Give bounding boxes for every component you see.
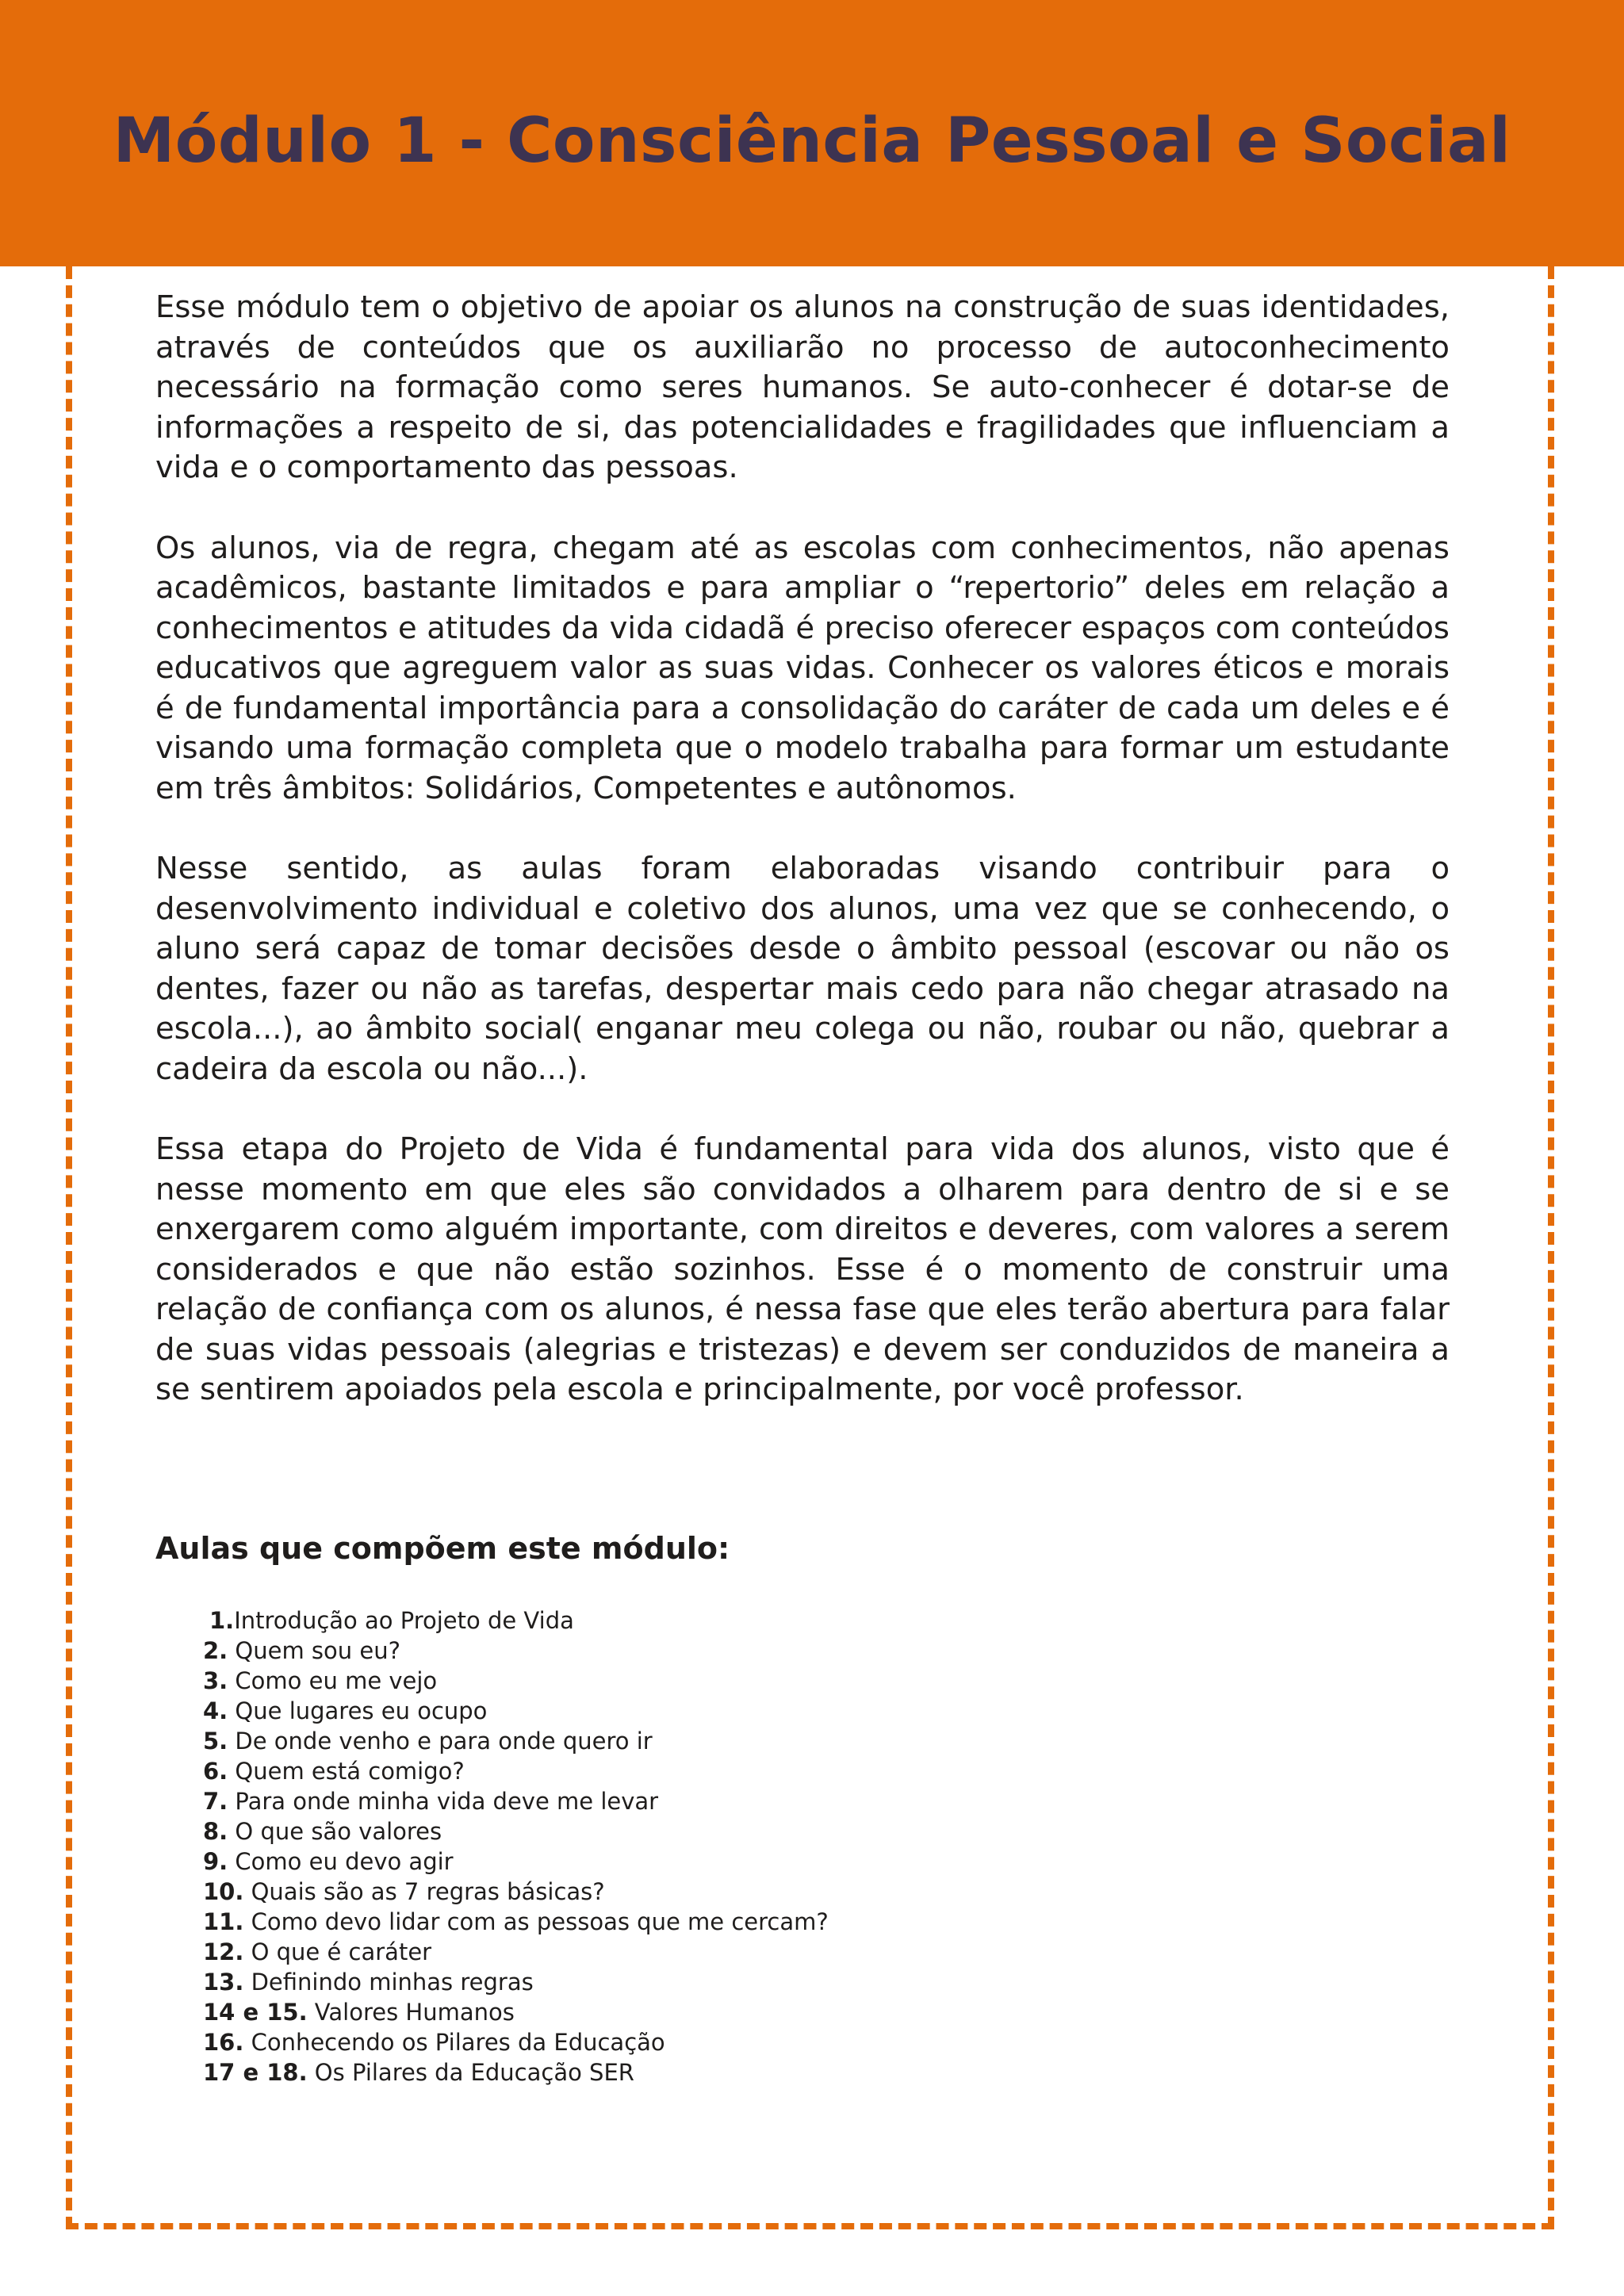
lesson-title: Introdução ao Projeto de Vida	[234, 1607, 574, 1634]
lesson-title: Como devo lidar com as pessoas que me cercam?	[243, 1908, 829, 1935]
lesson-number: 4.	[203, 1697, 228, 1724]
lesson-number: 13.	[203, 1969, 244, 1996]
list-item	[203, 1636, 829, 1666]
list-item	[203, 1877, 829, 1907]
page-title: Módulo 1 - Consciência Pessoal e Social	[113, 105, 1511, 177]
lesson-number: 17 e 18.	[203, 2059, 308, 2086]
lesson-title: Que lugares eu ocupo	[228, 1697, 488, 1724]
lesson-number: 2.	[203, 1637, 228, 1664]
lesson-number: 16.	[203, 2029, 244, 2056]
lesson-number: 14 e 15.	[203, 1999, 308, 2026]
paragraph-lessons-purpose: Nesse sentido, as aulas foram elaboradas visando contribuir para o desenvolvimento individual e coletivo dos alunos, uma vez que se conhecendo, o aluno será capaz de tomar decisões desde o âmbito pessoal (escovar ou não os dentes, fazer ou não as tarefas, despertar mais cedo para não chegar atrasado na escola...), ao âmbito social( enganar meu colega ou não, roubar ou não, quebrar a cadeira da escola ou não...).	[155, 851, 1450, 1087]
paragraph-life-project: Essa etapa do Projeto de Vida é fundamental para vida dos alunos, visto que é nesse momento em que eles são convidados a olharem para dentro de si e se enxergarem como alguém importante, com direitos e deveres, com valores a serem considerados e que não estão sozinhos. Esse é o momento de construir uma relação de confiança com os alunos, é nessa fase que eles terão abertura para falar de suas vidas pessoais (alegrias e tristezas) e devem ser conduzidos de maneira a se sentirem apoiados pela escola e principalmente, por você professor.	[155, 1131, 1450, 1407]
lesson-title: O que são valores	[228, 1818, 442, 1845]
lesson-title: Os Pilares da Educação SER	[307, 2059, 634, 2086]
list-item	[203, 1846, 829, 1877]
lesson-number: 8.	[203, 1818, 228, 1845]
lesson-title: Como eu devo agir	[228, 1848, 454, 1875]
list-item	[203, 2027, 829, 2057]
lesson-title: Valores Humanos	[307, 1999, 515, 2026]
list-item	[203, 1937, 829, 1967]
lesson-title: O que é caráter	[243, 1938, 432, 1965]
lesson-title: Como eu me vejo	[228, 1667, 438, 1694]
list-item	[203, 1816, 829, 1846]
list-item	[203, 1605, 829, 1636]
list-item	[203, 1997, 829, 2027]
paragraph-intro: Esse módulo tem o objetivo de apoiar os alunos na construção de suas identidades, através de conteúdos que os auxiliarão no processo de autoconhecimento necessário na formação como seres humanos. Se auto-conhecer é dotar-se de informações a respeito de si, das potencialidades e fragilidades que influenciam a vida e o comportamento das pessoas.	[155, 289, 1450, 485]
page-header	[0, 0, 1624, 266]
list-item	[203, 1967, 829, 1997]
body-text	[155, 288, 1450, 1451]
lesson-title: Quem sou eu?	[228, 1637, 401, 1664]
lesson-list	[203, 1605, 829, 2087]
lesson-title: De onde venho e para onde quero ir	[228, 1728, 653, 1755]
lesson-number: 11.	[203, 1908, 244, 1935]
list-item	[203, 1666, 829, 1696]
lesson-number: 1.	[209, 1607, 235, 1634]
list-item	[203, 2057, 829, 2087]
lesson-number: 7.	[203, 1788, 228, 1815]
lesson-title: Conhecendo os Pilares da Educação	[243, 2029, 665, 2056]
list-item	[203, 1756, 829, 1786]
lesson-number: 6.	[203, 1758, 228, 1785]
lesson-title: Para onde minha vida deve me levar	[228, 1788, 659, 1815]
list-item	[203, 1696, 829, 1726]
paragraph-students: Os alunos, via de regra, chegam até as escolas com conhecimentos, não apenas acadêmicos, bastante limitados e para ampliar o “repertorio” deles em relação a conhecimentos e atitudes da vida cidadã é preciso oferecer espaços com conteúdos educativos que agreguem valor as suas vidas. Conhecer os valores éticos e morais é de fundamental importância para a consolidação do caráter de cada um deles e é visando uma formação completa que o modelo trabalha para formar um estudante em três âmbitos: Solidários, Competentes e autônomos.	[155, 530, 1450, 806]
lesson-title: Quem está comigo?	[228, 1758, 465, 1785]
lesson-number: 10.	[203, 1878, 244, 1905]
lessons-heading: Aulas que compõem este módulo:	[155, 1531, 730, 1566]
lesson-number: 9.	[203, 1848, 228, 1875]
lesson-title: Definindo minhas regras	[243, 1969, 534, 1996]
list-item	[203, 1907, 829, 1937]
lesson-number: 5.	[203, 1728, 228, 1755]
list-item	[203, 1726, 829, 1756]
lesson-number: 3.	[203, 1667, 228, 1694]
list-item	[203, 1786, 829, 1816]
lesson-number: 12.	[203, 1938, 244, 1965]
lesson-title: Quais são as 7 regras básicas?	[243, 1878, 605, 1905]
